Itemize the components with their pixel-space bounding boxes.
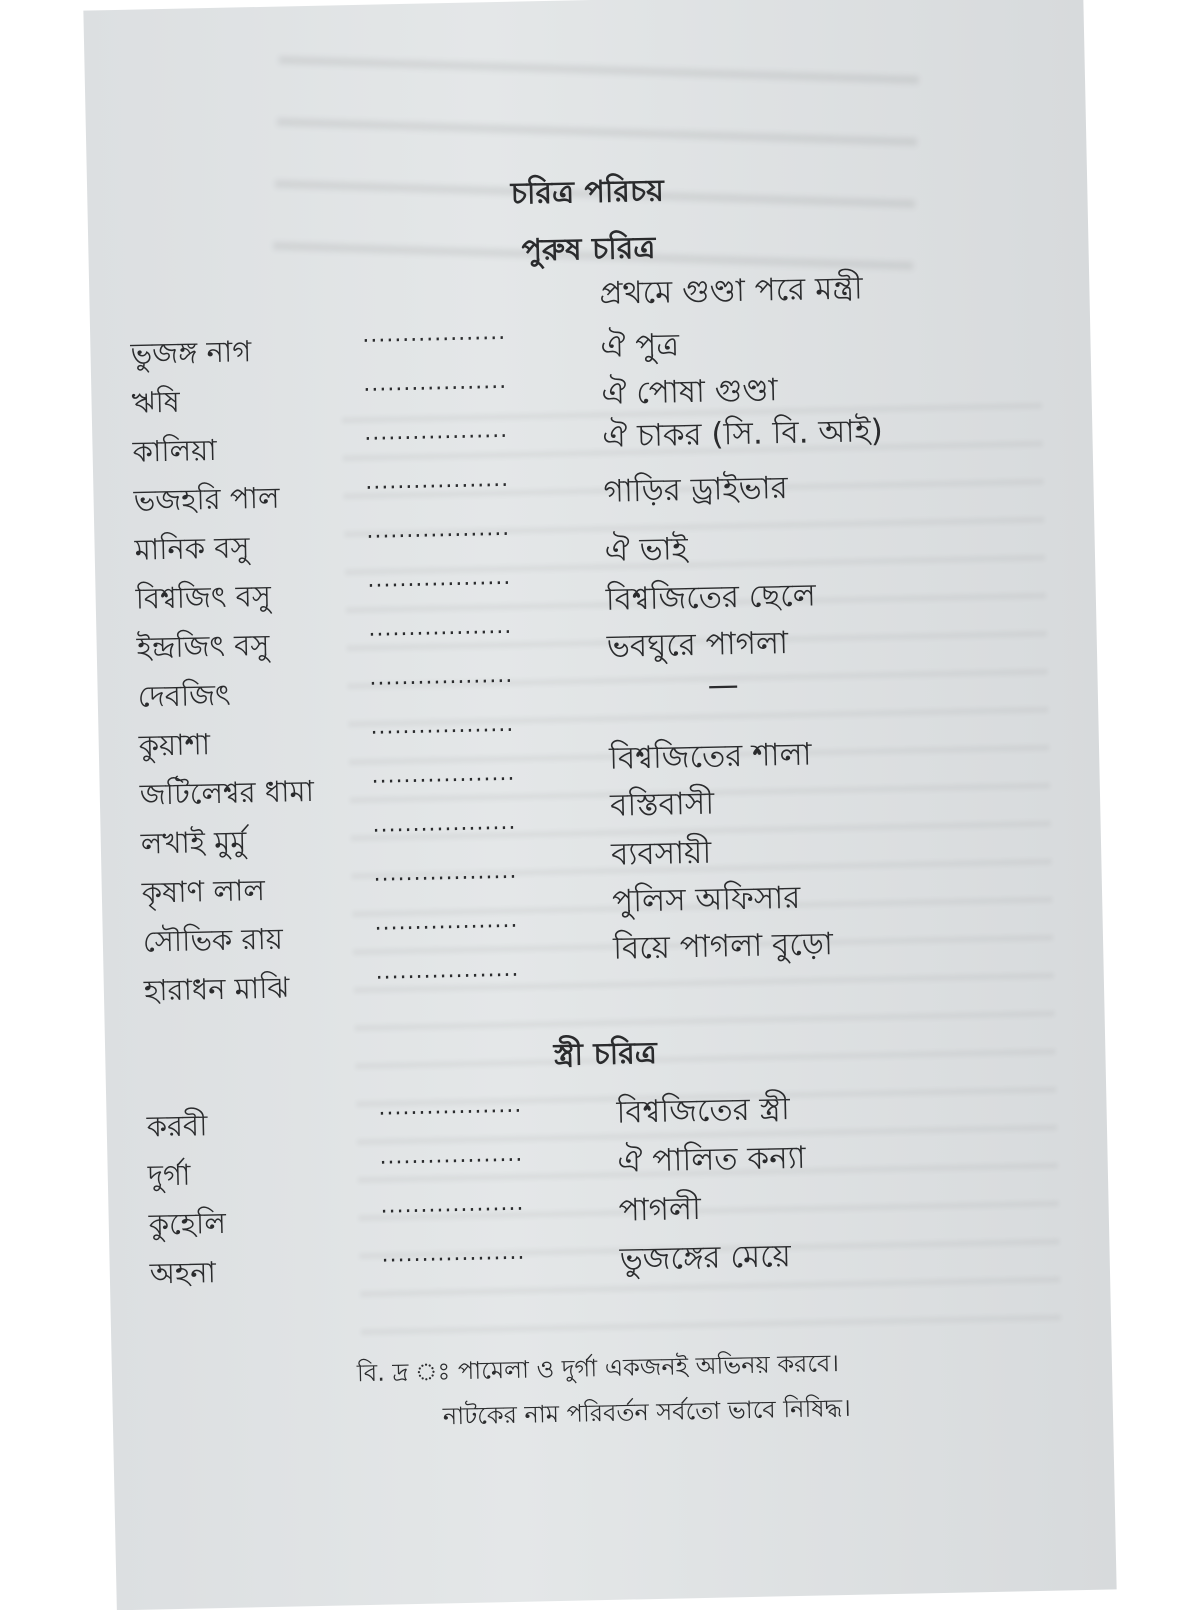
character-name: হারাধন মাঝি bbox=[143, 970, 290, 1008]
character-name: লখাই মুর্মু bbox=[140, 824, 247, 861]
character-role: ঐ ভাই bbox=[604, 531, 689, 569]
character-name: ইন্দ্রজিৎ বসু bbox=[136, 627, 270, 665]
leader-dots: .................. bbox=[371, 760, 516, 789]
character-role: পাগলী bbox=[618, 1190, 702, 1229]
page-title: চরিত্র পরিচয় bbox=[510, 173, 665, 212]
leader-dots: .................. bbox=[370, 711, 515, 740]
leader-dots: .................. bbox=[372, 809, 517, 838]
character-role: বিশ্বজিতের স্ত্রী bbox=[616, 1091, 791, 1131]
female-characters-heading: স্ত্রী চরিত্র bbox=[553, 1035, 658, 1074]
leader-dots: .................. bbox=[373, 858, 518, 887]
character-name: অহনা bbox=[149, 1255, 217, 1291]
character-name: দুর্গা bbox=[147, 1157, 191, 1193]
character-role: ঐ পালিত কন্যা bbox=[617, 1139, 806, 1180]
character-name: কুহেলি bbox=[148, 1205, 227, 1242]
character-name: বিশ্বজিৎ বসু bbox=[135, 578, 272, 616]
character-name: দেবজিৎ bbox=[137, 677, 231, 714]
character-name: কুয়াশা bbox=[138, 727, 211, 763]
character-role: বিয়ে পাগলা বুড়ো bbox=[612, 926, 834, 967]
book-page bbox=[83, 0, 1116, 1610]
character-role: ভবঘুরে পাগলা bbox=[606, 625, 789, 665]
leader-dots: .................. bbox=[381, 1239, 526, 1268]
character-role: পুলিস অফিসার bbox=[611, 879, 801, 920]
leader-dots: .................. bbox=[366, 515, 511, 544]
leader-dots: .................. bbox=[362, 368, 508, 397]
leader-dots: .................. bbox=[364, 417, 509, 446]
character-name: ভুজঙ্গ নাগ bbox=[130, 334, 252, 371]
character-name: করবী bbox=[146, 1108, 208, 1144]
character-name: সৌভিক রায় bbox=[142, 921, 284, 959]
leader-dots: .................. bbox=[380, 1190, 525, 1219]
footnote: নাটকের নাম পরিবর্তন সর্বতো ভাবে নিষিদ্ধ। bbox=[442, 1393, 852, 1431]
leader-dots: .................. bbox=[369, 662, 514, 691]
character-role: বিশ্বজিতের শালা bbox=[608, 736, 812, 777]
leader-dots: .................. bbox=[361, 319, 507, 348]
character-role: ঐ চাকর (সি. বি. আই) bbox=[602, 413, 884, 455]
leader-dots: .................. bbox=[368, 613, 513, 642]
character-name: কৃষাণ লাল bbox=[141, 873, 266, 910]
leader-dots: .................. bbox=[375, 956, 520, 985]
leader-dots: .................. bbox=[365, 466, 510, 495]
character-name: জটিলেশ্বর ধামা bbox=[139, 773, 315, 812]
character-role: ব্যবসায়ী bbox=[610, 834, 712, 873]
character-role: ঐ পুত্র bbox=[600, 327, 680, 365]
male-characters-heading: পুরুষ চরিত্র bbox=[521, 230, 656, 269]
character-name: ভজহরি পাল bbox=[133, 480, 280, 518]
character-name: ঋষি bbox=[131, 384, 181, 420]
character-role: বিশ্বজিতের ছেলে bbox=[605, 577, 817, 618]
leader-dots: .................. bbox=[379, 1141, 524, 1170]
character-role: গাড়ির ড্রাইভার bbox=[603, 470, 789, 510]
character-role: বস্তিবাসী bbox=[609, 785, 715, 824]
character-role: — bbox=[707, 667, 740, 704]
character-role: ভুজঙ্গের মেয়ে bbox=[619, 1238, 792, 1278]
character-role: প্রথমে গুণ্ডা পরে মন্ত্রী bbox=[599, 270, 864, 312]
character-name: মানিক বসু bbox=[134, 530, 250, 567]
character-role: ঐ পোষা গুণ্ডা bbox=[601, 372, 778, 412]
leader-dots: .................. bbox=[378, 1092, 523, 1121]
footnote: বি. দ্র ঃ পামেলা ও দুর্গা একজনই অভিনয় করবে। bbox=[356, 1349, 840, 1388]
leader-dots: .................. bbox=[367, 564, 512, 593]
character-name: কালিয়া bbox=[132, 432, 218, 469]
leader-dots: .................. bbox=[374, 907, 519, 936]
